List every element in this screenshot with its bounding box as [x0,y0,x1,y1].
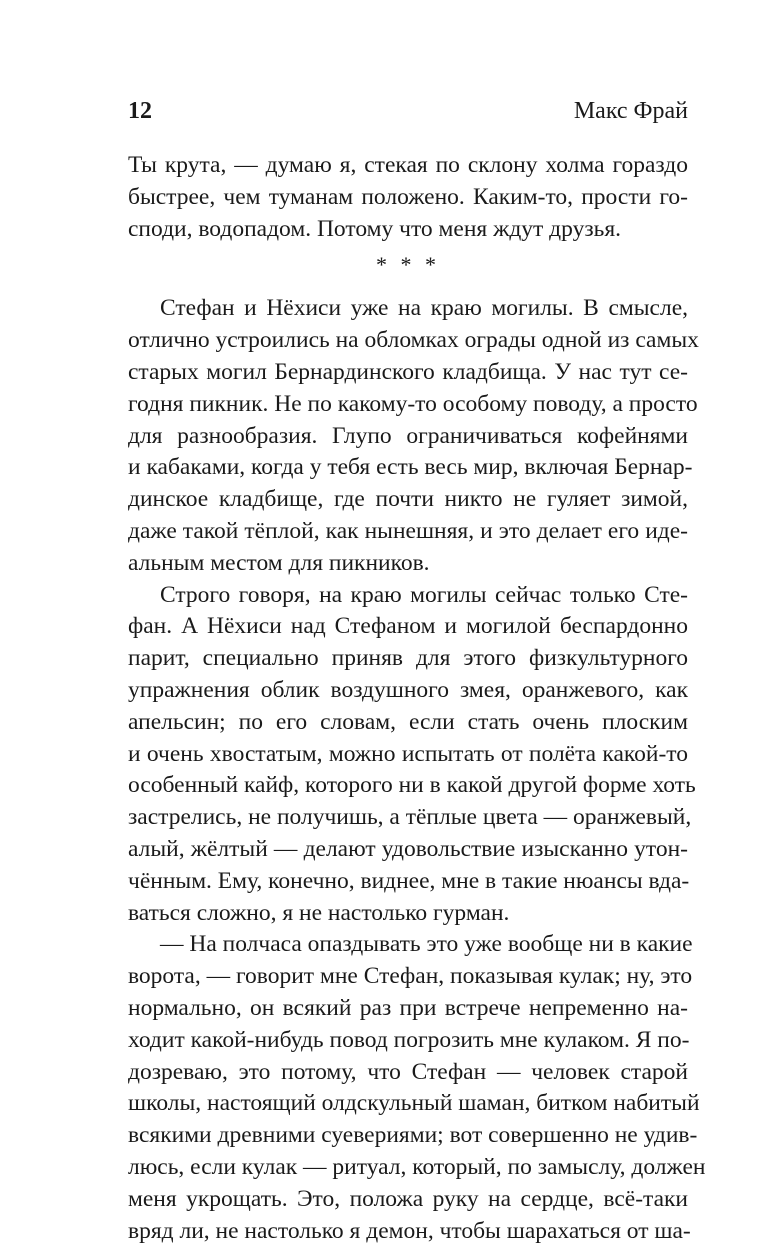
text-line: Ты крута, — думаю я, стекая по склону холма гораздо [128,150,688,182]
text-line: всякими древними суевериями; вот совершенно не удив- [128,1120,688,1152]
text-line: — На полчаса опаздывать это уже вообще ни в какие [128,929,688,961]
text-line: школы, настоящий олдскульный шаман, битком набитый [128,1088,688,1120]
text-line: вряд ли, не настолько я демон, чтобы шарахаться от ша- [128,1216,688,1247]
text-line: застрелись, не получишь, а тёплые цвета — оранжевый, [128,802,688,834]
text-line: ходит какой-нибудь повод погрозить мне кулаком. Я по- [128,1025,688,1057]
text-line: нормально, он всякий раз при встрече непременно на- [128,993,688,1025]
text-line: апельсин; по его словам, если стать очень плоским [128,707,688,739]
text-line: парит, специально приняв для этого физкультурного [128,643,688,675]
text-line: чённым. Ему, конечно, виднее, мне в такие нюансы вда- [128,866,688,898]
text-line: старых могил Бернардинского кладбища. У нас тут се- [128,357,688,389]
text-line: ворота, — говорит мне Стефан, показывая кулак; ну, это [128,961,688,993]
text-line: ваться сложно, я не настолько гурман. [128,898,688,930]
running-head-author: Макс Фрай [574,94,688,128]
text-line: особенный кайф, которого ни в какой другой форме хоть [128,770,688,802]
body-text [128,150,688,1247]
text-line: для разнообразия. Глупо ограничиваться кофейнями [128,421,688,453]
text-line: Строго говоря, на краю могилы сейчас только Сте- [128,580,688,612]
paragraph [128,929,688,1247]
section-separator: * * * [128,245,688,293]
page-number: 12 [128,94,152,128]
text-line: Стефан и Нёхиси уже на краю могилы. В смысле, [128,293,688,325]
paragraph [128,580,688,930]
text-line: люсь, если кулак — ритуал, который, по замыслу, должен [128,1152,688,1184]
text-line: и кабаками, когда у тебя есть весь мир, включая Бернар- [128,452,688,484]
text-line: упражнения облик воздушного змея, оранжевого, как [128,675,688,707]
text-line: меня укрощать. Это, положа руку на сердце, всё-таки [128,1184,688,1216]
text-line: годня пикник. Не по какому-то особому поводу, а просто [128,389,688,421]
text-line: отлично устроились на обломках ограды одной из самых [128,325,688,357]
text-line: фан. А Нёхиси над Стефаном и могилой беспардонно [128,611,688,643]
text-line: алый, жёлтый — делают удовольствие изысканно утон- [128,834,688,866]
text-line: альным местом для пикников. [128,548,688,580]
text-line: динское кладбище, где почти никто не гуляет зимой, [128,484,688,516]
text-line: даже такой тёплой, как нынешняя, и это делает его иде- [128,516,688,548]
text-line: и очень хвостатым, можно испытать от полёта какой-то [128,739,688,771]
text-line: быстрее, чем туманам положено. Каким-то, прости го- [128,182,688,214]
page-header [128,94,688,128]
text-line: дозреваю, это потому, что Стефан — человек старой [128,1057,688,1089]
paragraph [128,293,688,579]
text-line: споди, водопадом. Потому что меня ждут друзья. [128,214,688,246]
